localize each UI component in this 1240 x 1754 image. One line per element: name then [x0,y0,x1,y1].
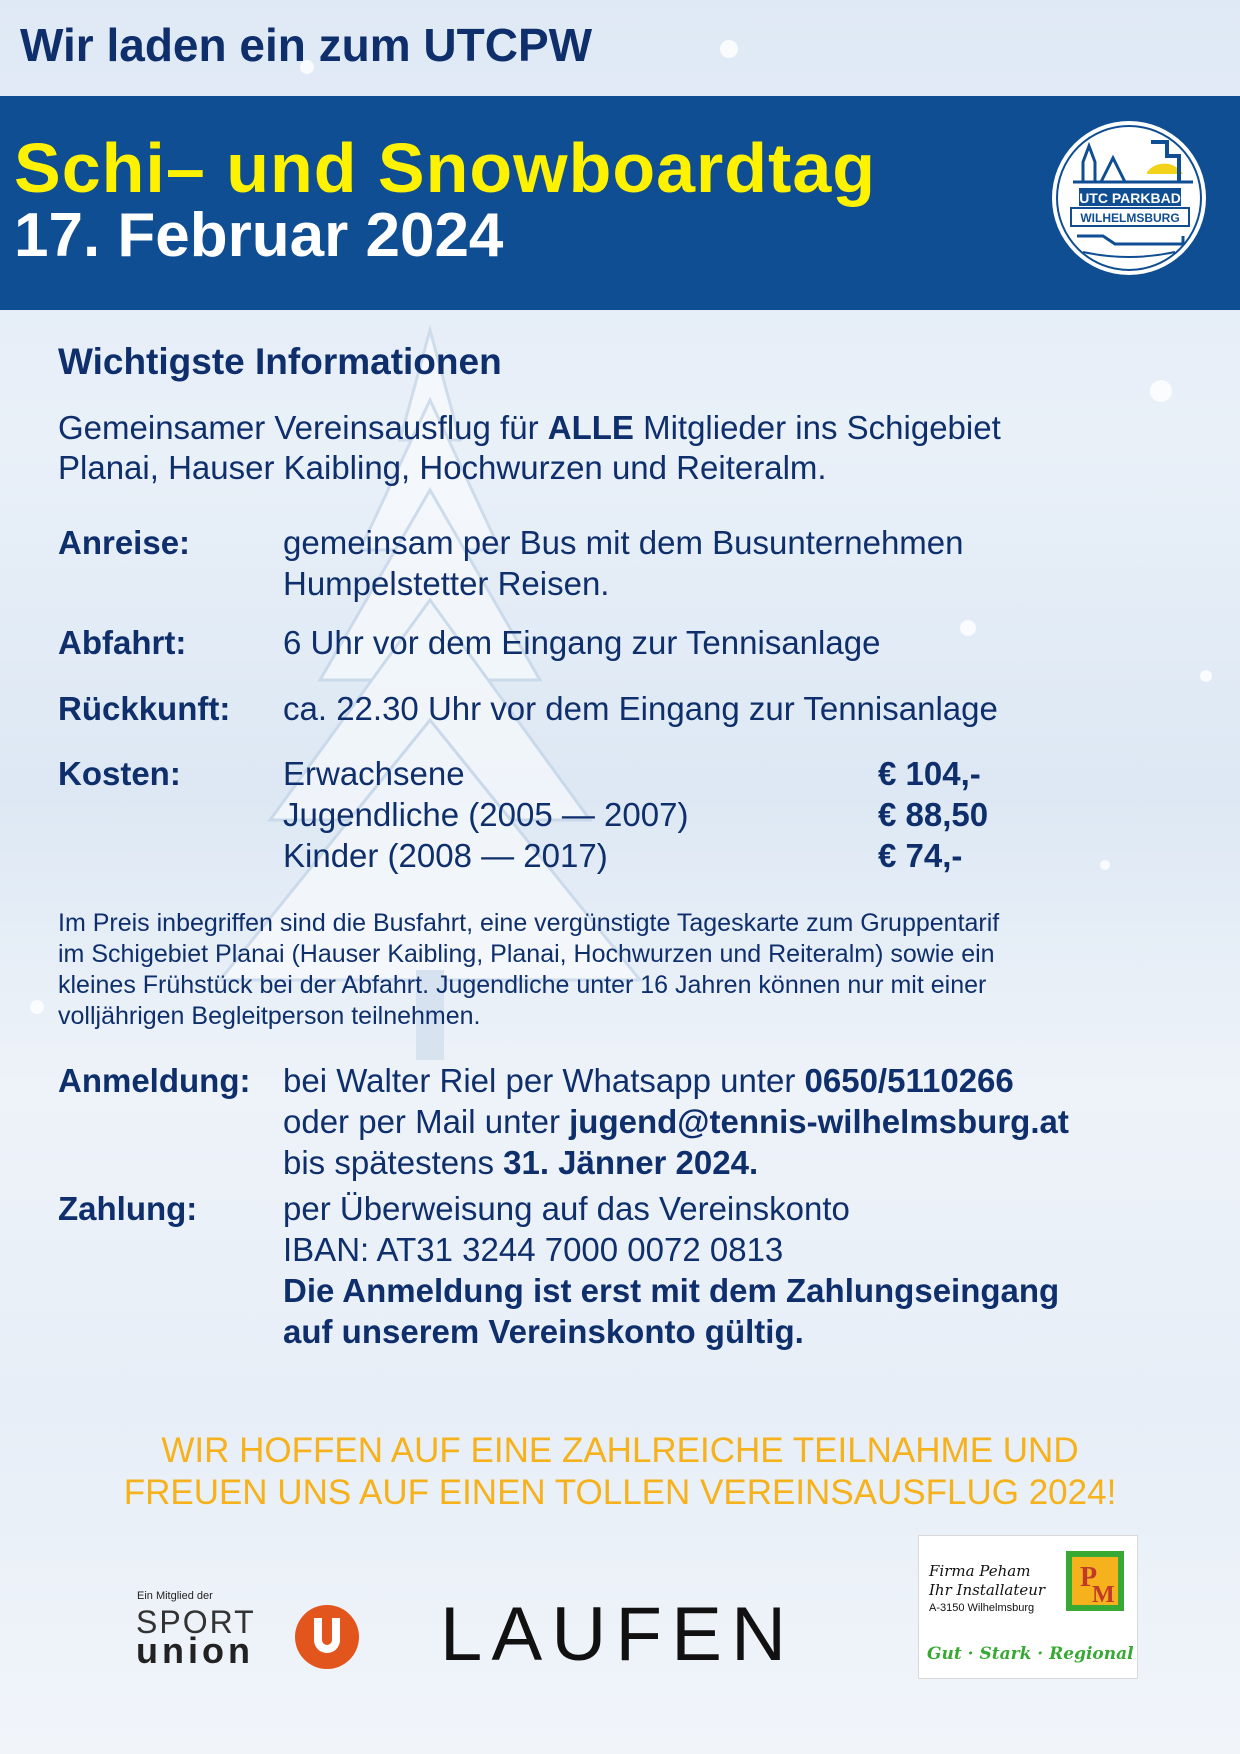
anmeldung-value [283,1060,1203,1183]
zahlung-line1: per Überweisung auf das Vereinskonto [283,1190,850,1227]
note-line: im Schigebiet Planai (Hauser Kaibling, Planai, Hochwurzen und Reiteralm) sowie ein [58,940,995,968]
closing-line2: FREUEN UNS AUF EINEN TOLLEN VEREINSAUSFLUG 2024! [123,1473,1117,1512]
phone-number: 0650/5110266 [804,1062,1014,1099]
sport-union-union: union [136,1630,254,1671]
anreise-line2: Humpelstetter Reisen. [283,565,610,602]
laufen-logo [440,1590,800,1670]
peham-name: Firma Peham [929,1562,1031,1580]
intro-pre: Gemeinsamer Vereinsausflug für [58,409,548,447]
price-note [58,908,1178,1032]
deadline: 31. Jänner 2024. [503,1144,759,1181]
price-item-name: Erwachsene [283,755,465,792]
kosten-list [283,753,1203,876]
peham-subtitle: Ihr Installateur [929,1581,1046,1599]
price-item-value: € 104,- [878,755,981,792]
note-line: Im Preis inbegriffen sind die Busfahrt, eine vergünstigte Tageskarte zum Gruppentarif [58,909,1000,937]
event-date: 17. Februar 2024 [14,201,504,270]
peham-slogan: Gut · Stark · Regional [927,1644,1134,1664]
price-item-value: € 88,50 [878,796,989,833]
price-item [283,753,1203,794]
closing-message [0,1430,1240,1514]
sport-union-logo [136,1590,366,1680]
snowflake [30,1000,44,1014]
price-item [283,835,1203,876]
anmeldung-line1: bei Walter Riel per Whatsapp unter [283,1062,805,1099]
logo-text-1: UTC PARKBAD [1079,190,1181,206]
peham-logo [918,1535,1138,1679]
kosten-label: Kosten: [58,755,181,792]
zahlung-notice-1: Die Anmeldung ist erst mit dem Zahlungseingang [283,1272,1060,1309]
anreise-value [283,522,1203,604]
info-section [58,340,1188,1350]
anmeldung-label: Anmeldung: [58,1062,251,1099]
zahlung-value [283,1188,1203,1352]
logo-text-2: WILHELMSBURG [1080,211,1180,225]
anmeldung-line3: bis spätestens [283,1144,504,1181]
svg-text:M: M [1092,1582,1115,1608]
abfahrt-value: 6 Uhr vor dem Eingang zur Tennisanlage [283,624,881,661]
note-line: volljährigen Begleitperson teilnehmen. [58,1002,481,1030]
email-address: jugend@tennis-wilhelmsburg.at [569,1103,1069,1140]
laufen-wordmark: LAUFEN [440,1592,790,1670]
snowflake [720,40,738,58]
sport-union-u-icon [294,1604,360,1670]
invite-line: Wir laden ein zum UTCPW [20,19,593,71]
snowflake [1200,670,1212,682]
note-line: kleines Frühstück bei der Abfahrt. Jugendliche unter 16 Jahren können nur mit einer [58,971,987,999]
intro-post: Mitglieder ins Schigebiet [633,409,1001,447]
title-banner [0,96,1240,310]
anmeldung-line2: oder per Mail unter [283,1103,570,1140]
zahlung-label: Zahlung: [58,1190,198,1227]
iban: IBAN: AT31 3244 7000 0072 0813 [283,1231,784,1268]
abfahrt-label: Abfahrt: [58,624,187,661]
peham-pm-icon [1065,1550,1125,1612]
sport-union-caption: Ein Mitglied der [137,1590,213,1602]
intro-bold: ALLE [547,409,634,447]
utc-club-logo [1043,112,1215,284]
rueckkunft-value: ca. 22.30 Uhr vor dem Eingang zur Tennisanlage [283,690,998,727]
peham-address: A-3150 Wilhelmsburg [929,1602,1035,1614]
price-item-name: Jugendliche (2005 — 2007) [283,796,689,833]
sport-union-sport: SPORT [136,1604,256,1640]
event-title: Schi– und Snowboardtag [14,129,877,207]
closing-line1: WIR HOFFEN AUF EINE ZAHLREICHE TEILNAHME UND [161,1431,1079,1470]
anreise-label: Anreise: [58,524,191,561]
rueckkunft-label: Rückkunft: [58,690,231,727]
intro-text [58,408,1188,488]
price-item-name: Kinder (2008 — 2017) [283,837,608,874]
intro-line2: Planai, Hauser Kaibling, Hochwurzen und Reiteralm. [58,449,827,487]
price-item-value: € 74,- [878,837,963,874]
zahlung-notice-2: auf unserem Vereinskonto gültig. [283,1313,804,1350]
anreise-line1: gemeinsam per Bus mit dem Busunternehmen [283,524,964,561]
price-item [283,794,1203,835]
svg-text:P: P [1080,1562,1098,1593]
info-heading: Wichtigste Informationen [58,341,502,382]
